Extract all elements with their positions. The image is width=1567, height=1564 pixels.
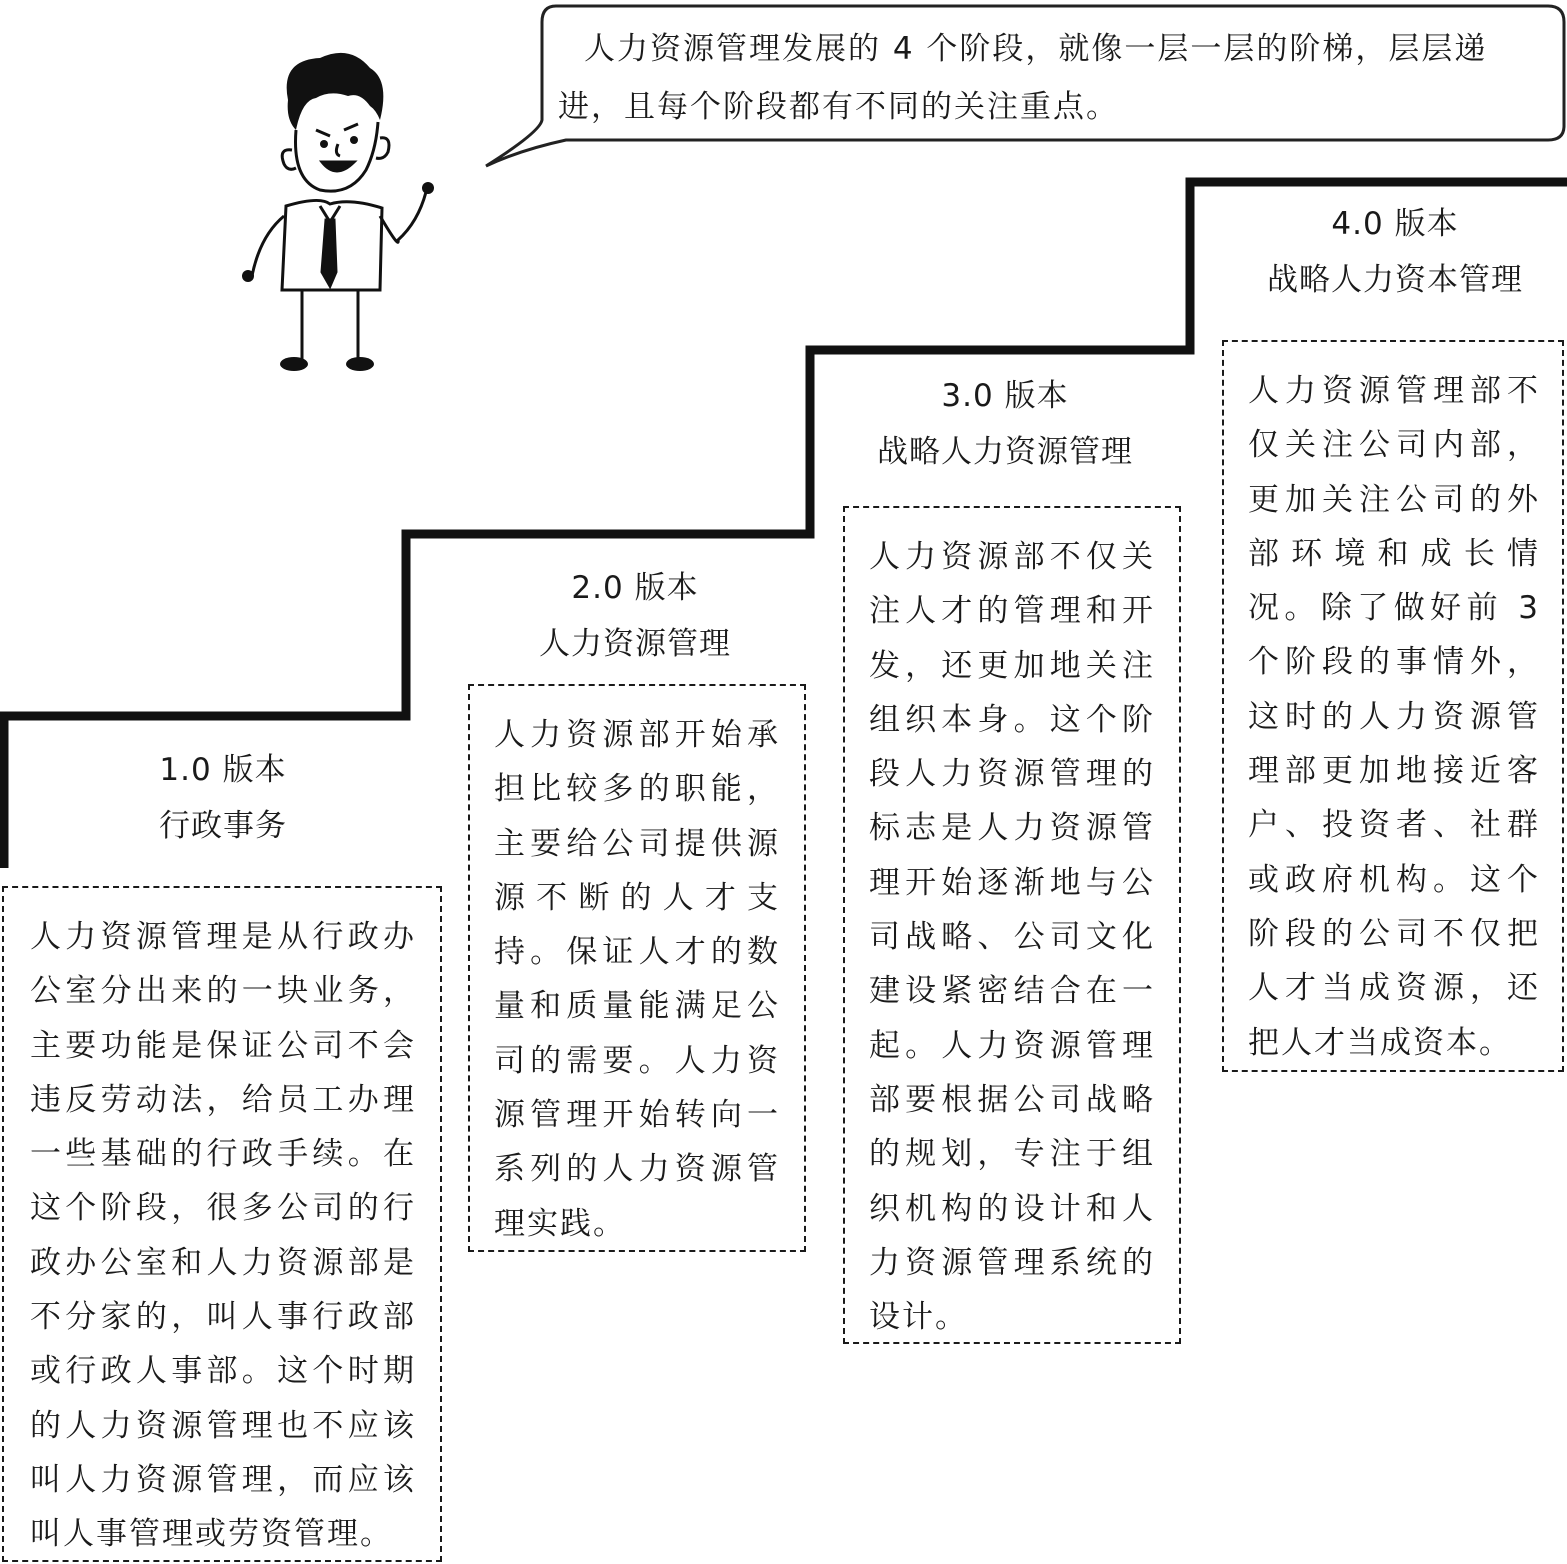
stage-3-label [855, 368, 1155, 480]
stage-4-description: 人力资源管理部不仅关注公司内部，更加关注公司的外部环境和成长情况。除了做好前 3 个阶段的事情外，这时的人力资源管理部更加地接近客户、投资者、社群或政府机构。这个阶段的公司不仅把人才当成资源，还把人才当成资本。 [1248, 373, 1540, 1061]
character-body-icon [252, 192, 426, 362]
stage-4-version: 4.0 版本 [1331, 206, 1459, 242]
stage-1-description: 人力资源管理是从行政办公室分出来的一块业务，主要功能是保证公司不会违反劳动法，给员工办理一些基础的行政手续。在这个阶段，很多公司的行政办公室和人力资源部是不分家的，叫人事行政部或行政人事部。这个时期的人力资源管理也不应该叫人力资源管理，而应该叫人事管理或劳资管理。 [30, 919, 416, 1553]
stage-2-box [468, 684, 806, 1252]
stage-1-version: 1.0 版本 [159, 752, 287, 788]
character-face-icon [282, 122, 389, 191]
character-hair-icon [287, 53, 384, 130]
presenter-character [230, 40, 450, 380]
stage-4-label [1245, 196, 1545, 308]
stage-4-name: 战略人力资本管理 [1267, 262, 1523, 298]
stage-1-box [2, 886, 442, 1562]
stage-3-version: 3.0 版本 [941, 378, 1069, 414]
stage-3-name: 战略人力资源管理 [877, 434, 1133, 470]
stage-1-name: 行政事务 [159, 808, 287, 844]
stage-2-description: 人力资源部开始承担比较多的职能，主要给公司提供源源不断的人才支持。保证人才的数量和质量能满足公司的需要。人力资源管理开始转向一系列的人力资源管理实践。 [494, 717, 780, 1242]
speech-bubble-text: 人力资源管理发展的 4 个阶段，就像一层一层的阶梯，层层递进，且每个阶段都有不同的关注重点。 [558, 31, 1488, 125]
stage-3-box [843, 506, 1181, 1344]
stage-2-name: 人力资源管理 [539, 626, 731, 662]
stage-2-label [500, 560, 770, 672]
stage-4-box [1222, 340, 1564, 1072]
stage-2-version: 2.0 版本 [571, 570, 699, 606]
stage-1-label [88, 742, 358, 854]
stage-3-description: 人力资源部不仅关注人才的管理和开发，还更加地关注组织本身。这个阶段人力资源管理的标志是人力资源管理开始逐渐地与公司战略、公司文化建设紧密结合在一起。人力资源管理部要根据公司战略的规划，专注于组织机构的设计和人力资源管理系统的设计。 [869, 539, 1155, 1336]
